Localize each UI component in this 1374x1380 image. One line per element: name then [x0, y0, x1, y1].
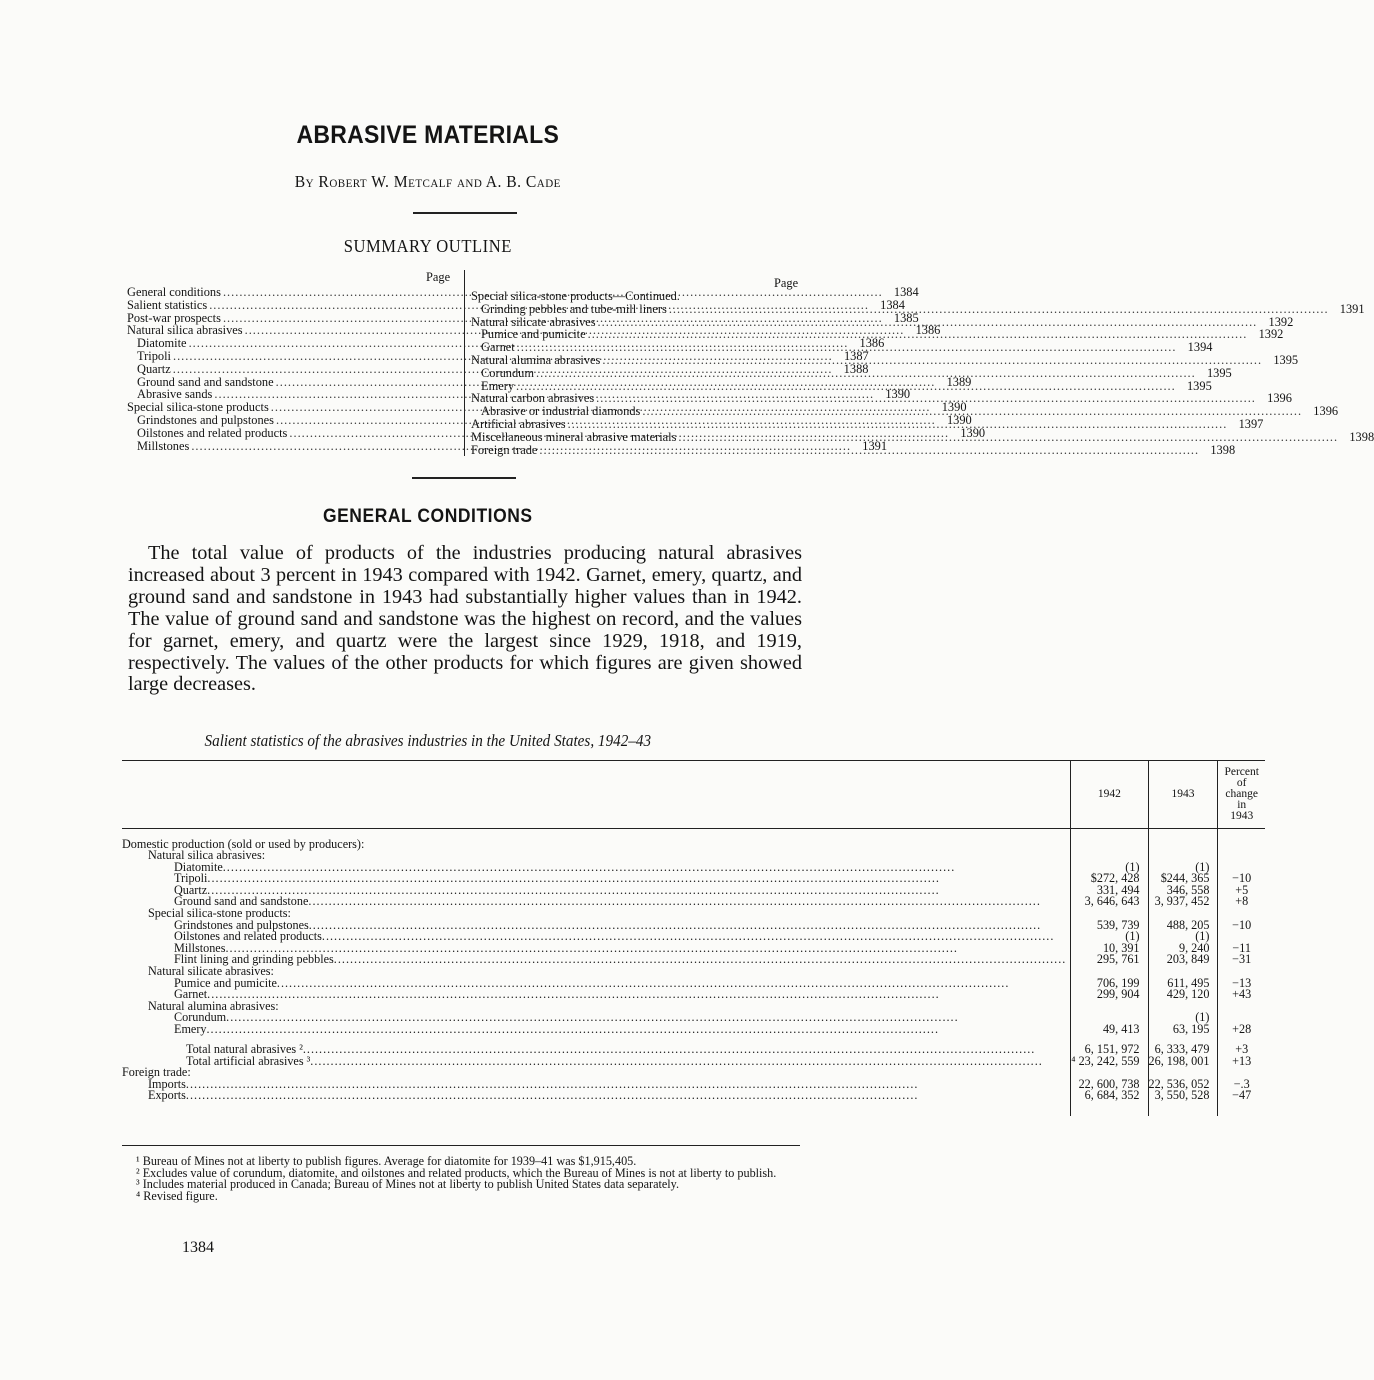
percent-change: +13 — [1218, 1056, 1265, 1068]
percent-change: +3 — [1218, 1036, 1265, 1056]
row-label: Foreign trade: — [122, 1065, 191, 1080]
row-label: Natural alumina abrasives: — [148, 998, 279, 1013]
outline-entry-page: 1390 — [960, 425, 986, 440]
leader-dots — [539, 444, 1199, 457]
outline-entry-label: Emery — [481, 378, 515, 393]
row-label: Pumice and pumicite — [174, 975, 277, 990]
leader-dots — [678, 431, 1338, 444]
value-1942: 3, 646, 643 — [1071, 896, 1148, 908]
value-1943: 203, 849 — [1148, 954, 1218, 966]
value-1943: 3, 550, 528 — [1148, 1090, 1218, 1102]
outline-entry-page: 1389 — [946, 374, 972, 389]
value-1943: 3, 937, 452 — [1148, 896, 1218, 908]
outline-entry-label: Pumice and pumicite — [481, 327, 586, 342]
outline-entry-label: Special silica-stone products — [127, 400, 269, 415]
value-1942: 49, 413 — [1071, 1024, 1148, 1036]
row-label: Millstones — [174, 940, 226, 955]
outline-entry-page: 1385 — [893, 310, 919, 325]
table-row — [122, 839, 1265, 851]
value-1943: 488, 205 — [1148, 920, 1218, 932]
outline-entry-page: 1384 — [880, 297, 905, 312]
outline-entry-label: Corundum — [481, 365, 535, 380]
percent-change — [1218, 839, 1265, 851]
table-row — [122, 1056, 1265, 1068]
footnote-4: ⁴ Revised figure. — [136, 1188, 218, 1203]
table-caption: Salient statistics of the abrasives industries in the United States, 1942–43 — [204, 731, 652, 750]
percent-change: −13 — [1218, 978, 1265, 990]
row-label: Natural silica abrasives: — [148, 848, 266, 863]
outline-entry-label: Special silica-stone products—Continued. — [471, 289, 680, 303]
outline-entry-label: Post-war prospects — [127, 310, 221, 325]
row-label: Total artificial abrasives ³ — [186, 1053, 311, 1068]
table-header-1943: 1943 — [1148, 761, 1218, 829]
outline-entry-page: 1386 — [915, 323, 941, 338]
row-label: Corundum — [174, 1010, 227, 1025]
leader-dots — [207, 1024, 1067, 1036]
table-row — [122, 1036, 1265, 1056]
table-row — [122, 989, 1265, 1001]
percent-change: −47 — [1218, 1090, 1265, 1102]
value-1943: (1) — [1148, 1012, 1218, 1024]
value-1942: 6, 151, 972 — [1071, 1036, 1148, 1056]
outline-entry-page: 1391 — [1339, 301, 1365, 316]
outline-entry-page: 1396 — [1267, 391, 1292, 406]
outline-entry-page: 1384 — [893, 285, 919, 299]
leader-dots — [308, 896, 1066, 908]
outline-entry-label: Natural silica abrasives — [127, 323, 243, 338]
table-row — [122, 1024, 1265, 1036]
value-1943: 611, 495 — [1148, 978, 1218, 990]
row-label: Quartz — [174, 882, 208, 897]
percent-change: −10 — [1218, 920, 1265, 932]
table-padding-row — [122, 1102, 1265, 1116]
title-rule — [413, 212, 517, 214]
outline-entry-page: 1392 — [1268, 314, 1294, 329]
outline-entry-page: 1395 — [1206, 365, 1232, 380]
outline-right-page-label: Page — [774, 276, 799, 290]
percent-change: −.3 — [1218, 1079, 1265, 1091]
value-1943: 429, 120 — [1148, 989, 1218, 1001]
row-label-cell — [122, 1053, 1071, 1068]
outline-entry-label: Artificial abrasives — [471, 416, 566, 431]
outline-entry-page: 1391 — [862, 438, 888, 453]
outline-entry-page: 1394 — [1187, 340, 1213, 355]
row-label: Natural silicate abrasives: — [148, 964, 274, 979]
outline-entry-page: 1387 — [843, 348, 869, 363]
percent-change: −31 — [1218, 954, 1265, 966]
row-label-cell — [122, 1090, 1071, 1102]
table-header-label — [122, 761, 1071, 829]
outline-entry-label: General conditions — [127, 285, 221, 299]
outline-entry-page: 1386 — [859, 336, 885, 351]
outline-entry-label: Grindstones and pulpstones — [137, 412, 274, 427]
outline-entry-label: Millstones — [137, 438, 190, 453]
footnote-3: ³ Includes material produced in Canada; Bureau of Mines not at liberty to publish United States data separately. — [136, 1177, 680, 1192]
value-1942: $272, 428 — [1071, 873, 1148, 885]
article-authors: By Robert W. Metcalf and A. B. Cade — [294, 172, 561, 191]
value-1943: 63, 195 — [1148, 1024, 1218, 1036]
value-1942: 22, 600, 738 — [1071, 1079, 1148, 1091]
row-label: Flint lining and grinding pebbles — [174, 952, 334, 967]
value-1942: 299, 904 — [1071, 989, 1148, 1001]
row-label: Emery — [174, 1022, 207, 1036]
outline-left-page-label: Page — [426, 270, 451, 284]
row-label: Garnet — [174, 987, 208, 1002]
footnotes — [122, 1156, 802, 1202]
outline-entry-page: 1398 — [1210, 442, 1236, 457]
outline-entry-page: 1397 — [1238, 416, 1264, 431]
value-1942: 539, 739 — [1071, 920, 1148, 932]
row-label-cell — [122, 1024, 1071, 1036]
percent-change — [1218, 850, 1265, 862]
general-conditions-heading: GENERAL CONDITIONS — [322, 506, 533, 527]
value-1943: 346, 558 — [1148, 885, 1218, 897]
row-label: Exports — [148, 1088, 186, 1103]
row-label: Imports — [148, 1076, 186, 1091]
outline-entry-label: Garnet — [481, 340, 515, 355]
outline-rule — [412, 477, 516, 479]
percent-change: +28 — [1218, 1024, 1265, 1036]
outline-entry-label: Tripoli — [137, 348, 171, 363]
outline-entry-label: Abrasive or industrial diamonds — [481, 404, 641, 419]
outline-entry-label: Ground sand and sandstone — [137, 374, 274, 389]
row-label: Domestic production (sold or used by producers): — [122, 836, 365, 851]
outline-entry-label: Natural silicate abrasives — [471, 314, 596, 329]
leader-dots — [334, 954, 1066, 966]
leader-dots — [186, 1090, 1066, 1102]
table-row — [122, 896, 1265, 908]
value-1942: ⁴ 23, 242, 559 — [1071, 1056, 1148, 1068]
outline-entry-page: 1395 — [1186, 378, 1212, 393]
percent-change: −11 — [1218, 943, 1265, 955]
percent-change: +43 — [1218, 989, 1265, 1001]
salient-statistics-table — [122, 760, 1265, 1116]
value-1942: (1) — [1071, 931, 1148, 943]
percent-change: +5 — [1218, 885, 1265, 897]
value-1942 — [1071, 1001, 1148, 1013]
table-header-percent: Percent of change in 1943 — [1218, 761, 1265, 829]
outline-entry-page: 1388 — [843, 361, 869, 376]
row-label: Oilstones and related products — [174, 929, 322, 944]
outline-entry-label: Natural alumina abrasives — [471, 352, 601, 367]
outline-entry-label: Diatomite — [137, 336, 187, 351]
footnote-2: ² Excludes value of corundum, diatomite, and oilstones and related products, which the Bureau of Mines is not at liberty to publish. — [136, 1165, 777, 1180]
table-header-1942: 1942 — [1071, 761, 1148, 829]
summary-outline-heading: SUMMARY OUTLINE — [343, 236, 512, 256]
leader-dots — [536, 367, 1196, 380]
value-1942: 6, 684, 352 — [1071, 1090, 1148, 1102]
table-body — [122, 829, 1265, 1116]
row-label-cell — [122, 1036, 1071, 1056]
value-1943: $244, 365 — [1148, 873, 1218, 885]
table-row — [122, 954, 1265, 966]
row-label: Ground sand and sandstone — [174, 894, 309, 909]
paragraph-text: The total value of products of the industries producing natural abrasives increased about 3 percent in 1943 compared with 1942. Garnet, emery, quartz, and ground sand and sandstone in 1943 had substantially higher values than in 1942. The value of ground sand and sandstone was the highest on record, and the values for garnet, emery, and quartz were the largest since 1929, 1918, and 1919, respectively. The values of the other products for which figures are given showed large decreases. — [128, 542, 802, 696]
value-1943: 6, 333, 479 — [1148, 1036, 1218, 1056]
page-number: 1384 — [182, 1239, 214, 1256]
general-conditions-paragraph — [128, 543, 802, 696]
outline-column-divider — [464, 270, 465, 456]
percent-change: −10 — [1218, 873, 1265, 885]
leader-dots — [602, 354, 1262, 367]
row-label: Grindstones and pulpstones — [174, 917, 309, 932]
value-1943: 9, 240 — [1148, 943, 1218, 955]
leader-dots — [310, 1056, 1066, 1068]
value-1943 — [1148, 839, 1218, 851]
leader-dots — [207, 989, 1066, 1001]
percent-change — [1218, 1001, 1265, 1013]
value-1942: (1) — [1071, 862, 1148, 874]
table-bottom-rule — [122, 1145, 800, 1146]
row-label: Diatomite — [174, 859, 223, 874]
outline-entry-label: Foreign trade — [471, 442, 538, 457]
value-1942: 706, 199 — [1071, 978, 1148, 990]
outline-entry-page: 1392 — [1258, 327, 1284, 342]
leader-dots — [568, 418, 1228, 431]
outline-entry-label: Grinding pebbles and tube-mill liners — [481, 301, 667, 316]
value-1942: 331, 494 — [1071, 885, 1148, 897]
table-row — [122, 1090, 1265, 1102]
outline-entry-label: Natural carbon abrasives — [471, 391, 595, 406]
value-1942: 295, 761 — [1071, 954, 1148, 966]
outline-entry-label: Oilstones and related products — [137, 425, 288, 440]
outline-entry-page: 1395 — [1273, 352, 1299, 367]
value-1942 — [1071, 839, 1148, 851]
value-1942: 10, 391 — [1071, 943, 1148, 955]
percent-change: +8 — [1218, 896, 1265, 908]
row-label: Special silica-stone products: — [148, 906, 291, 921]
outline-entry-page: 1390 — [885, 387, 911, 402]
outline-entry-page: 1396 — [1313, 404, 1339, 419]
article-title: ABRASIVE MATERIALS — [296, 121, 560, 149]
outline-entry-label: Abrasive sands — [137, 387, 213, 402]
leader-dots — [669, 303, 1329, 316]
outline-entry-label: Quartz — [137, 361, 171, 376]
value-1943: 26, 198, 001 — [1148, 1056, 1218, 1068]
outline-entry-page: 1390 — [941, 400, 967, 415]
row-label: Tripoli — [174, 871, 208, 886]
row-label: Total natural abrasives ² — [186, 1042, 303, 1056]
footnote-1: ¹ Bureau of Mines not at liberty to publish figures. Average for diatomite for 1939–41 was $1,915,405. — [136, 1154, 637, 1168]
value-1943: (1) — [1148, 931, 1218, 943]
value-1943: (1) — [1148, 862, 1218, 874]
outline-entry-page: 1398 — [1349, 429, 1374, 444]
outline-entry — [471, 290, 805, 303]
value-1943: 22, 536, 052 — [1148, 1079, 1218, 1091]
outline-entry-label: Salient statistics — [127, 297, 208, 312]
outline-entry-page: 1390 — [946, 412, 972, 427]
outline-entry-label: Miscellaneous mineral abrasive materials — [471, 429, 677, 444]
